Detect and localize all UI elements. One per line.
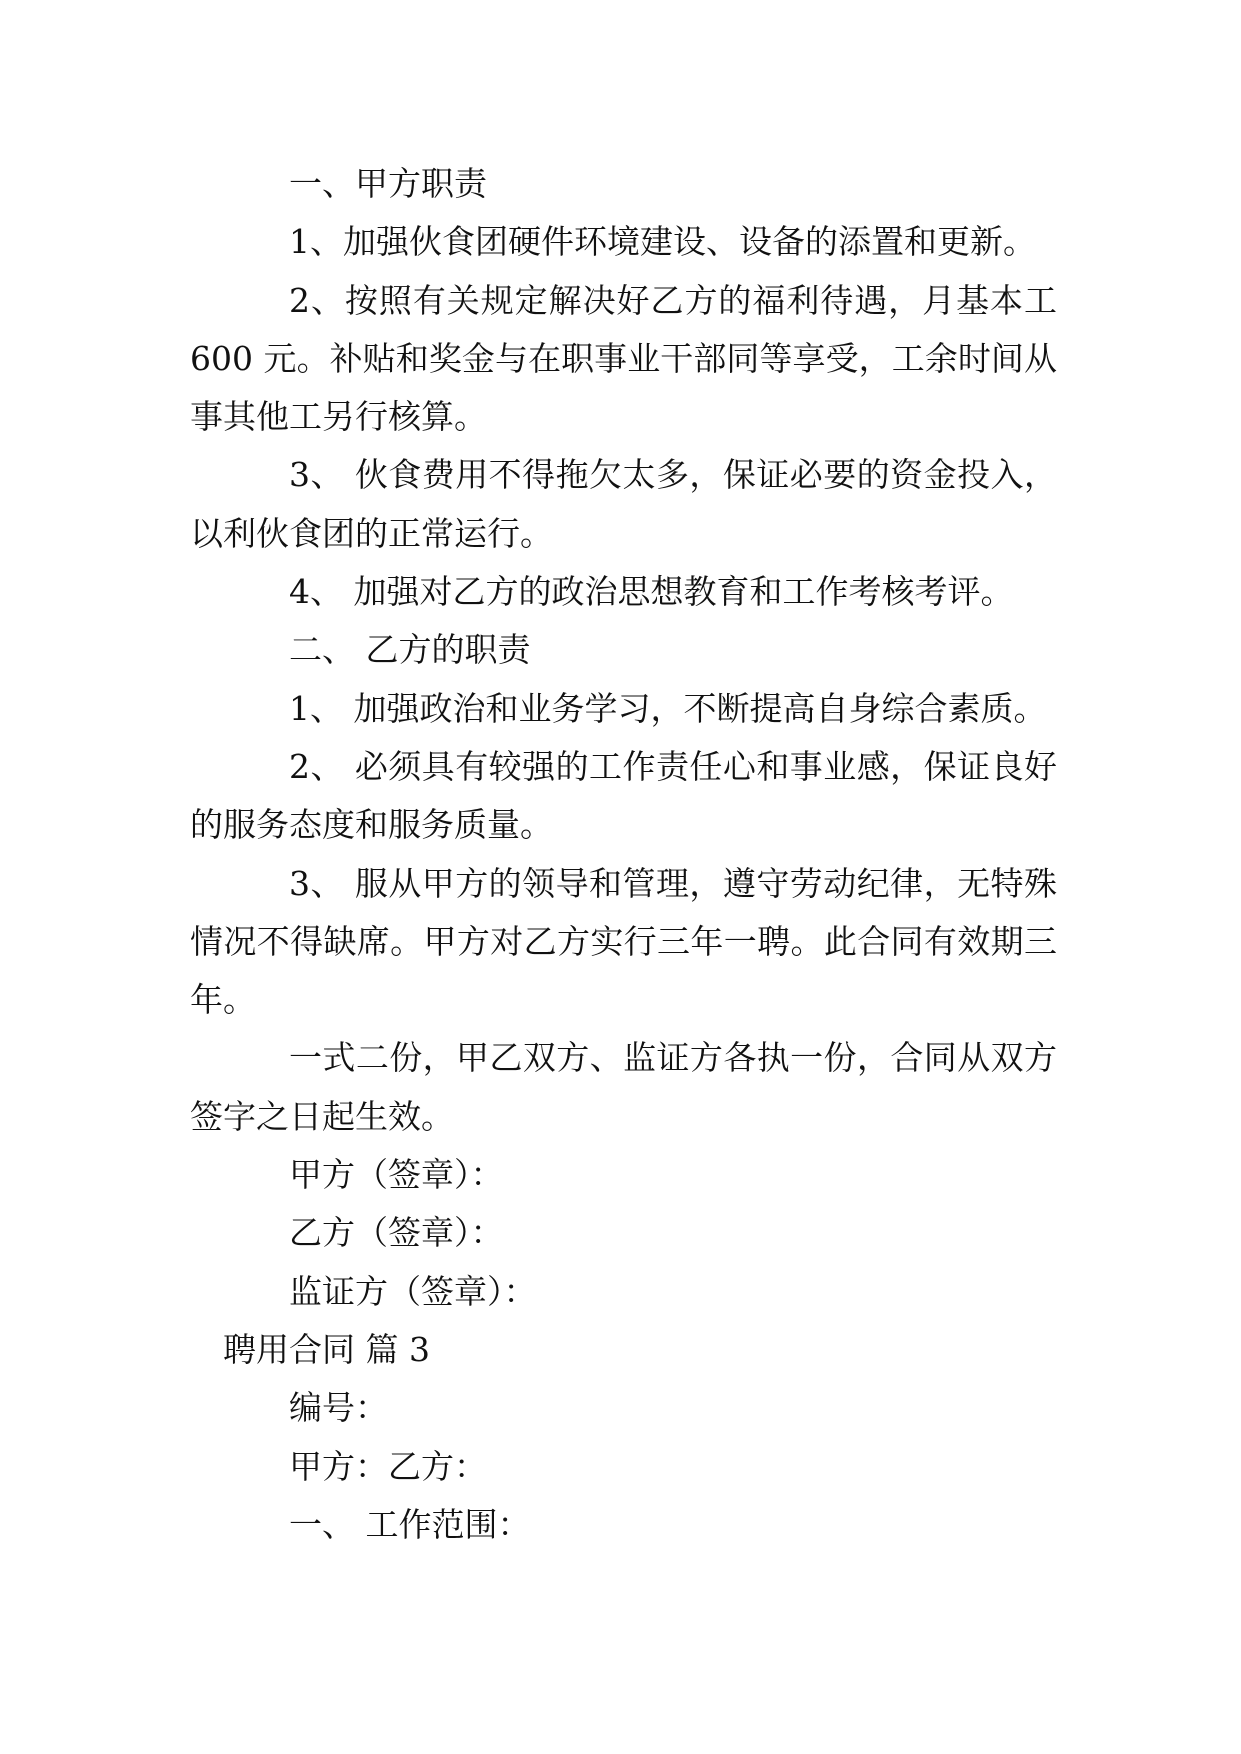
paragraph-line: 1、加强伙食团硬件环境建设、设备的添置和更新。 [289,222,1036,262]
contract-number-label: 编号： [289,1388,388,1428]
paragraph-line: 的服务态度和服务质量。 [190,805,553,845]
paragraph-line: 事其他工另行核算。 [190,397,487,437]
signature-line-party-b: 乙方（签章）： [289,1213,504,1253]
document-body [190,155,1057,1554]
paragraph-line: 2、按照有关规定解决好乙方的福利待遇，月基本工 [289,280,1057,320]
paragraph-line: 3、 伙食费用不得拖欠太多，保证必要的资金投入， [289,455,1057,495]
paragraph-line: 一式二份，甲乙双方、监证方各执一份，合同从双方 [289,1038,1057,1078]
parties-label: 甲方：乙方： [289,1446,487,1486]
paragraph-line: 签字之日起生效。 [190,1096,454,1136]
section-heading-work-scope: 一、 工作范围： [289,1504,531,1544]
document-title: 聘用合同 篇 3 [223,1329,430,1369]
paragraph-line: 年。 [190,980,256,1020]
signature-line-party-a: 甲方（签章）： [289,1155,504,1195]
section-heading-party-b-duties: 二、 乙方的职责 [289,630,531,670]
paragraph-line: 情况不得缺席。甲方对乙方实行三年一聘。此合同有效期三 [190,921,1057,961]
paragraph-line: 1、 加强政治和业务学习，不断提高自身综合素质。 [289,688,1047,728]
paragraph-line: 2、 必须具有较强的工作责任心和事业感，保证良好 [289,746,1057,786]
paragraph-line: 600 元。补贴和奖金与在职事业干部同等享受，工余时间从 [190,338,1057,378]
paragraph-line: 3、 服从甲方的领导和管理，遵守劳动纪律，无特殊 [289,863,1057,903]
paragraph-line: 以利伙食团的正常运行。 [190,513,553,553]
paragraph-line: 4、 加强对乙方的政治思想教育和工作考核考评。 [289,572,1014,612]
section-heading-party-a-duties: 一、甲方职责 [289,164,487,203]
signature-line-witness: 监证方（签章）： [289,1271,537,1311]
